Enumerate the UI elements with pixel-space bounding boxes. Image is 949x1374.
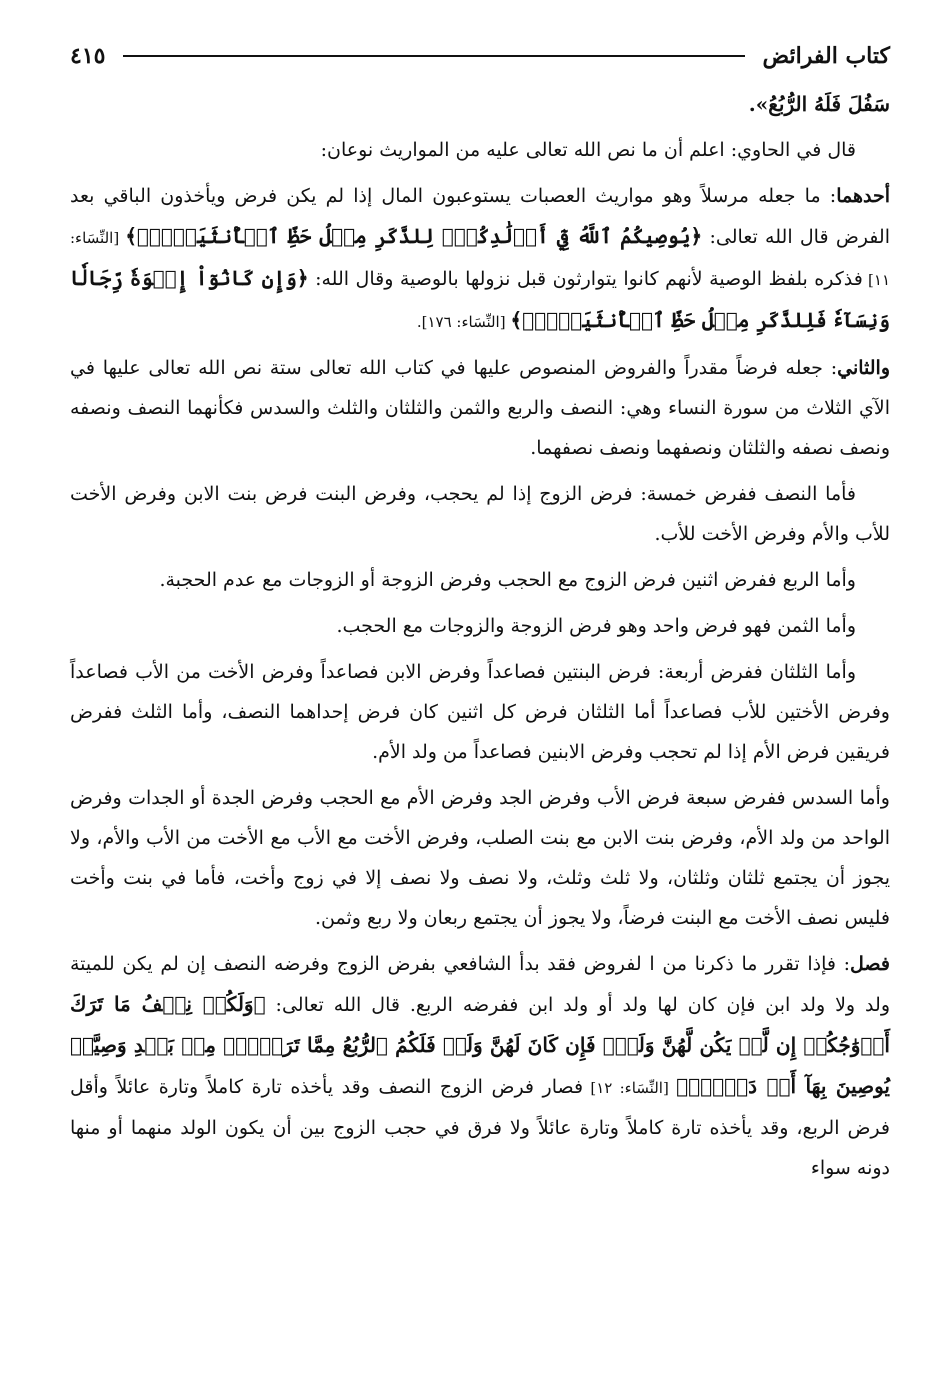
paragraph-5: وأما الربع ففرض اثنين فرض الزوج مع الحجب وفرض الزوجة أو الزوجات مع عدم الحجبة. xyxy=(159,569,856,591)
page-number: ٤١٥ xyxy=(70,43,106,69)
paragraph-1: قال في الحاوي: اعلم أن ما نص الله تعالى عليه من المواريث نوعان: xyxy=(320,139,856,161)
book-title: كتاب الفرائض xyxy=(762,43,890,69)
paragraph-0: سَفُلَ فَلَهُ الرُّبُعُ». xyxy=(748,92,890,116)
verse-ref-1: [النِّسَاء: ١١] xyxy=(70,229,891,289)
verse-ref-2: [النِّسَاء: ١٧٦]. xyxy=(416,313,511,331)
paragraph-3-text: : جعله فرضاً مقدراً والفروض المنصوص عليها في كتاب الله تعالى ستة نص الله تعالى عليها في الآي الثلاث من سورة النساء وهي: النصف والربع والثمن والثلثان والثلث والسدس فكأنهما النصف ونصفه ونصف نصفه والثلثان ونصفهما ونصف نصفهما. xyxy=(70,357,890,459)
paragraph-3-lead: والثاني xyxy=(837,357,890,379)
quran-verse-2: ﴿وَإِن كَانُوٓاْ إِخۡوَةٗ رِّجَالٗا وَنِسَآءٗ فَلِلذَّكَرِ مِثۡلُ حَظِّ ٱلۡأُنثَيَيۡنِۗ﴾ xyxy=(70,266,890,332)
running-header xyxy=(70,36,890,76)
verse-ref-3: [النِّسَاء: ١٢] xyxy=(583,1079,677,1097)
paragraph-7: وأما الثلثان ففرض أربعة: فرض البنتين فصاعداً وفرض الابن فصاعداً وفرض الأخت من الأب فصاعداً وفرض الأختين للأب فصاعداً أما الثلثان فرض كل اثنين كان فرض إحداهما النصف، وأما الثلث ففرض فريقين فرض الأم إذا لم تحجب وفرض الابنين فصاعداً من ولد الأم. xyxy=(70,661,890,763)
paragraph-2-lead: أحدهما xyxy=(836,185,890,207)
paragraph-9-text2: فصار فرض الزوج النصف وقد يأخذه تارة كاملاً وتارة عائلاً وأقل فرض الربع، وقد يأخذه تارة كاملاً وتارة عائلاً ولا فرق في حجب الزوج بين أن يكون الولد منهما أو منها دونه سواء xyxy=(70,1076,890,1179)
paragraph-9-text: : فإذا تقرر ما ذكرنا من ا لفروض فقد بدأ الشافعي بفرض الزوج وفرضه النصف إن لم يكن للميتة ولد ولا ولد ابن فإن كان لها ولد أو ولد ابن ففرضه الربع. قال الله تعالى: xyxy=(70,953,890,1016)
paragraph-2-text2: فذكره بلفظ الوصية لأنهم كانوا يتوارثون قبل نزولها بالوصية وقال الله: xyxy=(308,268,863,290)
quran-verse-1: ﴿يُوصِيكُمُ ٱللَّهُ فِيٓ أَوۡلَٰدِكُمۡۖ لِلذَّكَرِ مِثۡلُ حَظِّ ٱلۡأُنثَيَيۡنِۚ﴾ xyxy=(125,224,703,248)
paragraph-4: فأما النصف ففرض خمسة: فرض الزوج إذا لم يحجب، وفرض البنت فرض بنت الابن وفرض الأخت للأب والأم وفرض الأخت للأب. xyxy=(70,483,890,545)
quran-verse-3: ﴿وَلَكُمۡ نِصۡفُ مَا تَرَكَ أَزۡوَٰجُكُمۡ إِن لَّمۡ يَكُن لَّهُنَّ وَلَدٞۚ فَإِن كَانَ لَهُنَّ وَلَدٞ فَلَكُمُ ٱلرُّبُعُ مِمَّا تَرَكۡنَۚ مِنۢ بَعۡدِ وَصِيَّةٖ يُوصِينَ بِهَآ أَوۡ دَيۡنٖۚ﴾ xyxy=(70,992,890,1098)
paragraph-9 xyxy=(70,944,890,1188)
paragraph-2 xyxy=(70,176,890,342)
paragraph-8: وأما السدس ففرض سبعة فرض الأب وفرض الجد وفرض الأم مع الحجب وفرض الجدة أو الجدات وفرض الواحد من ولد الأم، وفرض بنت الابن مع بنت الصلب، وفرض الأخت مع الأب مع الأخت من الأب والأم، ولا يجوز أن يجتمع ثلثان وثلثان، ولا ثلث وثلث، ولا نصف ولا نصف إلا في زوج وأخت، فأما في بنت وأخت فليس نصف الأخت مع البنت فرضاً، ولا يجوز أن يجتمع ربعان ولا ربع وثمن. xyxy=(70,787,890,929)
paragraph-3 xyxy=(70,348,890,468)
paragraph-9-lead: فصل xyxy=(850,953,890,975)
paragraph-2-text: : ما جعله مرسلاً وهو مواريث العصبات يستوعبون المال إذا لم يكن فرض ويأخذون الباقي بعد الفرض قال الله تعالى: xyxy=(70,185,890,248)
header-rule xyxy=(123,55,744,57)
page xyxy=(70,36,890,1194)
paragraph-6: وأما الثمن فهو فرض واحد وهو فرض الزوجة والزوجات مع الحجب. xyxy=(336,615,856,637)
